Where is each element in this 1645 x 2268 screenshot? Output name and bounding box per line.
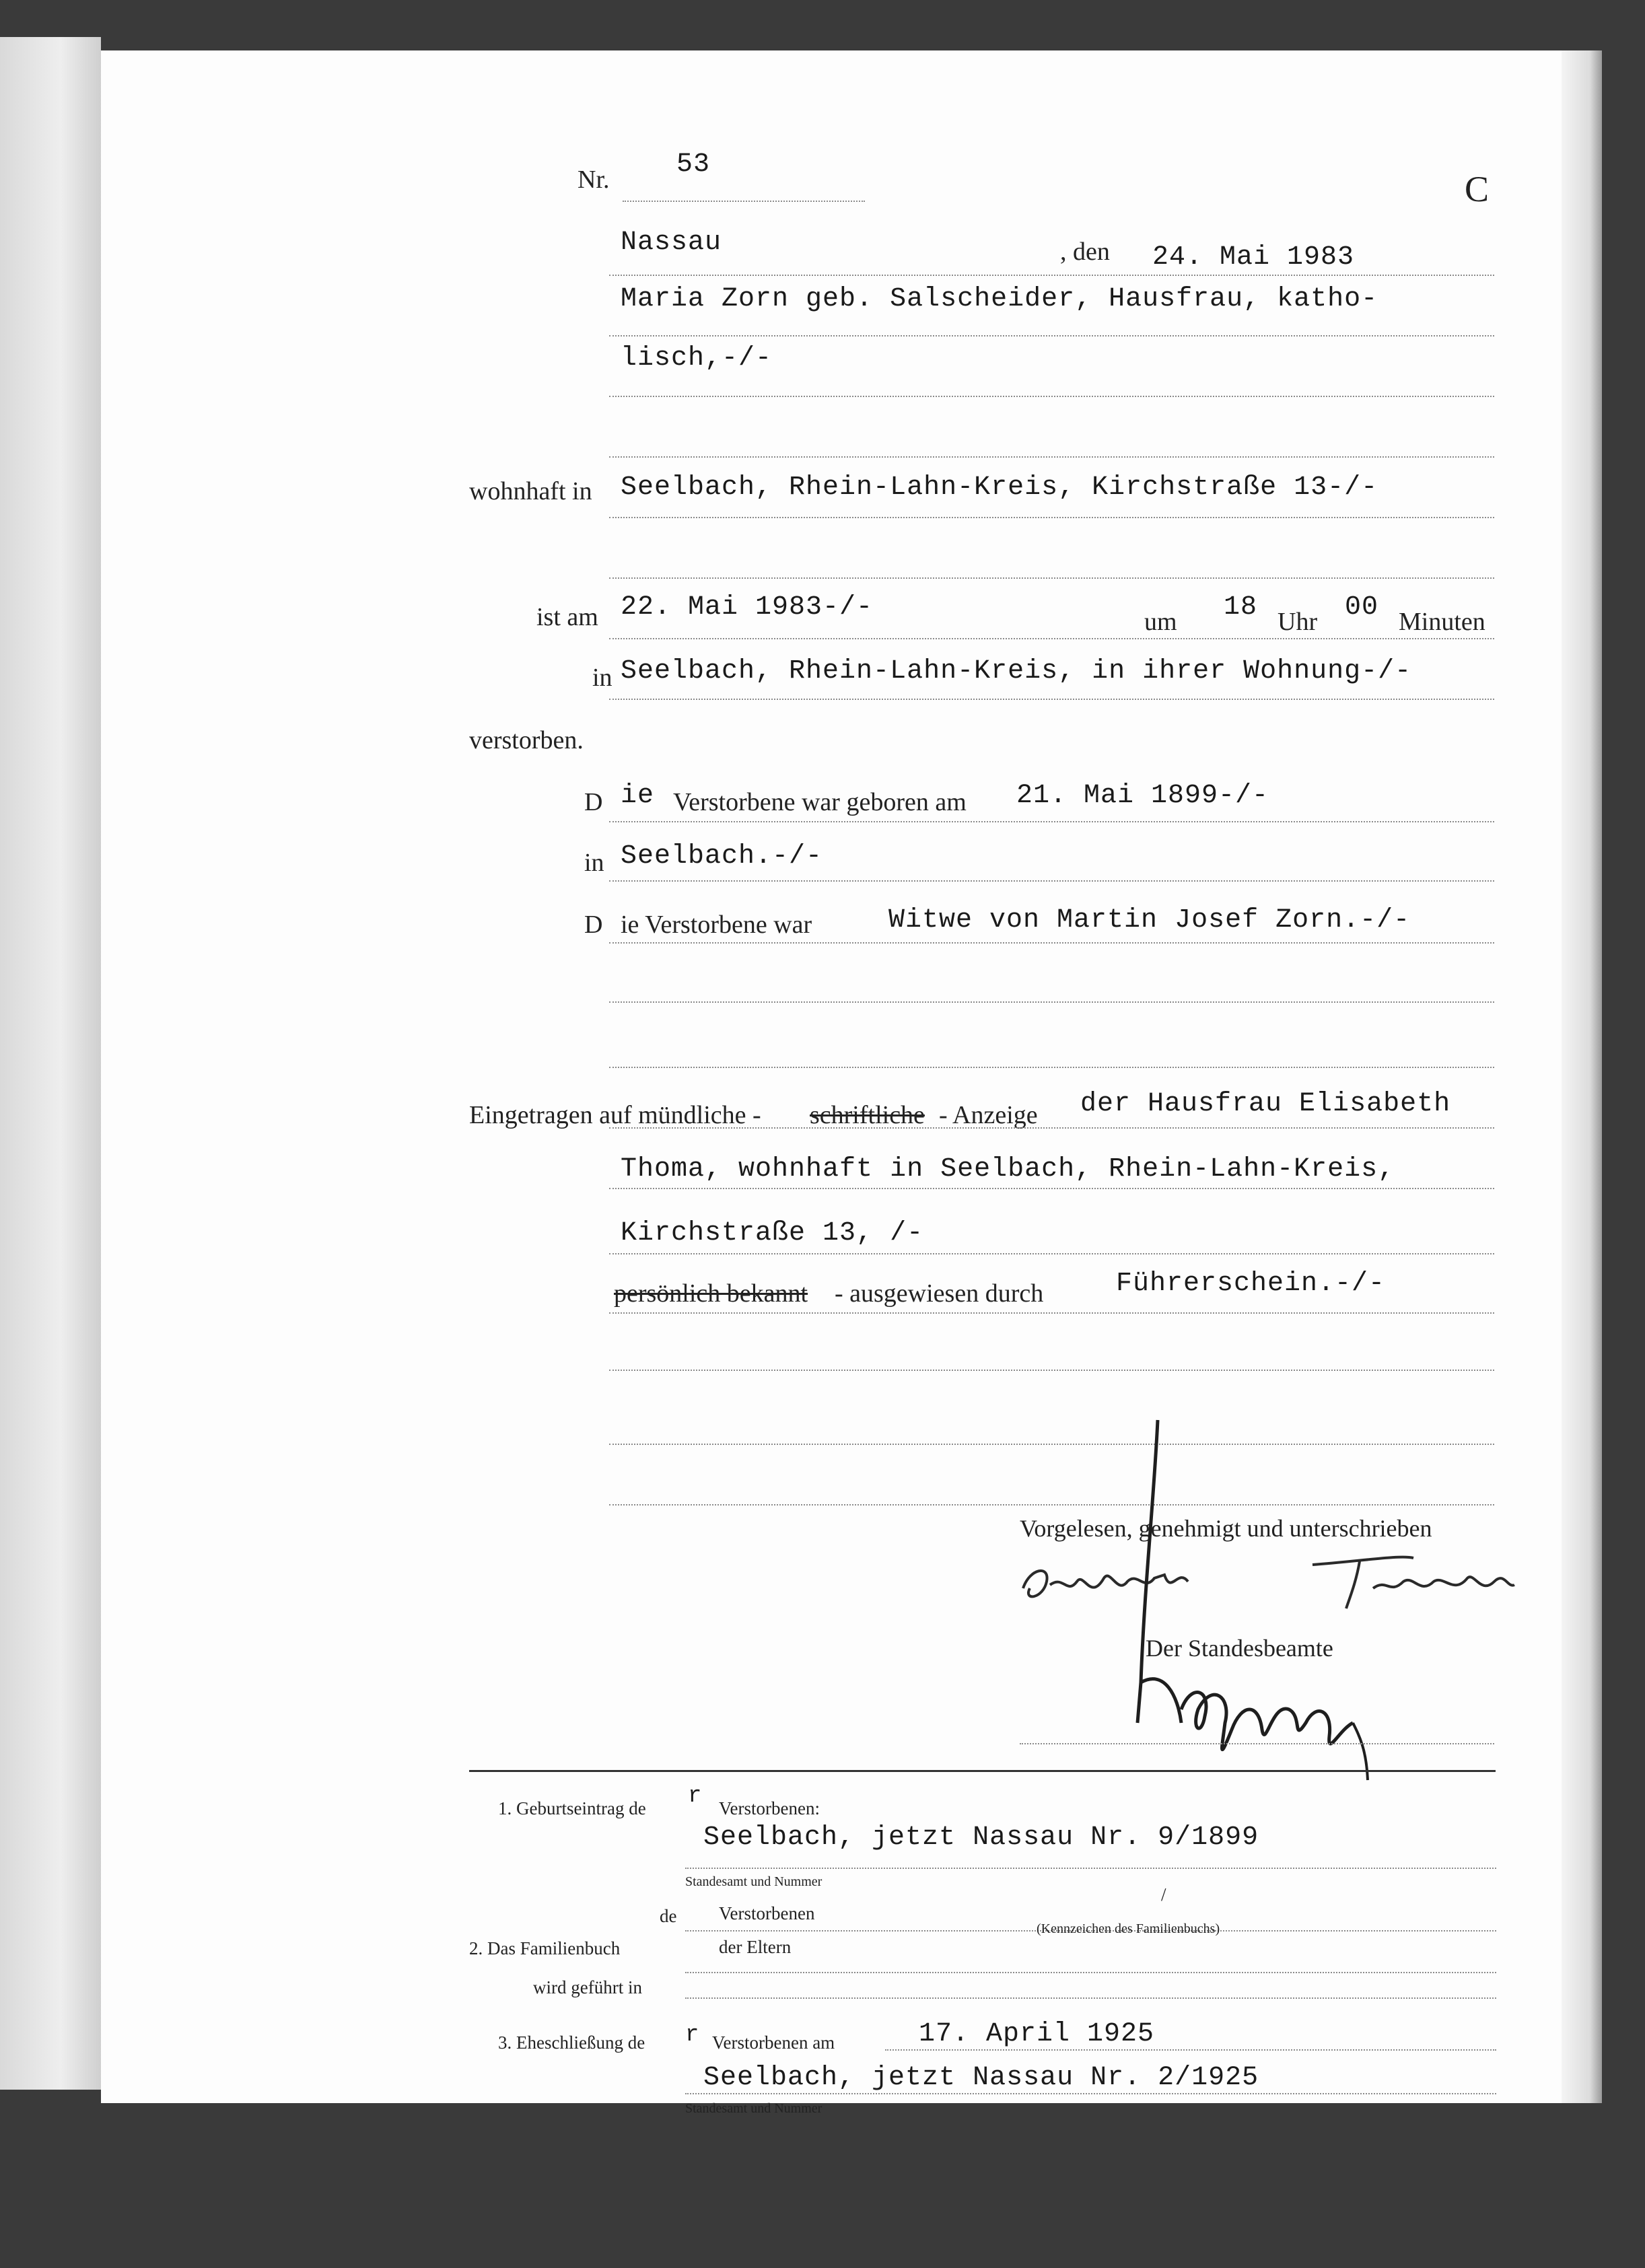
corner-letter: C [1465, 169, 1490, 209]
death-place: Seelbach, Rhein-Lahn-Kreis, in ihrer Wohnung-/- [621, 656, 1412, 686]
marriage-register-value: Seelbach, jetzt Nassau Nr. 2/1925 [703, 2063, 1259, 2093]
footer-separator [469, 1770, 1496, 1772]
status-label: ie Verstorbene war [621, 911, 812, 939]
standesamt-label-2: Standesamt und Nummer [685, 2101, 823, 2116]
footer-item-3-label: 3. Eheschließung de [498, 2032, 645, 2053]
report-rule-2 [609, 1188, 1494, 1189]
report-rule-4 [609, 1312, 1494, 1314]
footer-item-2-label: 2. Das Familienbuch [469, 1938, 621, 1958]
entry-number: 53 [676, 149, 711, 180]
status-value: Witwe von Martin Josef Zorn.-/- [888, 905, 1411, 935]
standesbeamte-label: Der Standesbeamte [1146, 1635, 1333, 1662]
familienbuch-verstorbenen: Verstorbenen [719, 1903, 815, 1923]
document-page [101, 50, 1562, 2103]
marriage-date: 17. April 1925 [919, 2019, 1155, 2049]
slash: / [1161, 1884, 1166, 1905]
id-document: Führerschein.-/- [1116, 1269, 1386, 1299]
nr-line [623, 201, 865, 202]
footer-item-1-label: 1. Geburtseintrag de [498, 1798, 646, 1818]
struck-persoenlich-bekannt: persönlich bekannt [614, 1279, 808, 1308]
den-label: , den [1060, 238, 1110, 266]
person-line-2: lisch,-/- [621, 343, 773, 374]
person-line-2-rule [609, 396, 1494, 397]
anzeige-label: - Anzeige [939, 1101, 1038, 1129]
report-rule-3 [609, 1253, 1494, 1254]
eingetragen-label: Eingetragen auf mündliche - [469, 1101, 761, 1129]
um-label: um [1144, 608, 1177, 636]
death-hour: 18 [1224, 592, 1258, 623]
marriage-register-rule [685, 2093, 1496, 2094]
person-line-1: Maria Zorn geb. Salscheider, Hausfrau, katho- [621, 284, 1378, 314]
right-page-edge [1562, 50, 1602, 2103]
death-date: 22. Mai 1983-/- [621, 592, 874, 623]
standesamt-label-1: Standesamt und Nummer [685, 1874, 823, 1889]
place-value: Nassau [621, 227, 722, 258]
status-rule-2 [609, 1001, 1494, 1003]
person-line-3-rule [609, 456, 1494, 458]
marriage-date-rule [885, 2049, 1496, 2051]
birth-label: Verstorbene war geboren am [673, 788, 967, 816]
nr-label: Nr. [578, 166, 610, 194]
date-value: 24. Mai 1983 [1152, 242, 1355, 273]
birth-register-value: Seelbach, jetzt Nassau Nr. 9/1899 [703, 1822, 1259, 1853]
uhr-label: Uhr [1278, 608, 1318, 636]
status-rule [609, 942, 1494, 944]
left-page-edge [0, 37, 101, 2090]
birth-d-label: D [584, 788, 603, 816]
birth-place-rule [609, 880, 1494, 882]
birth-in-label: in [584, 849, 604, 877]
residence-value: Seelbach, Rhein-Lahn-Kreis, Kirchstraße 13-/- [621, 472, 1378, 503]
status-d-label: D [584, 911, 603, 939]
official-signature [1117, 1413, 1427, 1790]
footer-item-1-suffix: r [688, 1783, 703, 1809]
death-place-rule [609, 699, 1494, 700]
residence-label: wohnhaft in [469, 477, 592, 505]
ausgewiesen-label: - ausgewiesen durch [835, 1279, 1044, 1308]
death-date-rule [609, 638, 1494, 639]
birth-register-rule [685, 1868, 1496, 1869]
minuten-label: Minuten [1399, 608, 1485, 636]
residence-rule-2 [609, 577, 1494, 579]
vorgelesen-label: Vorgelesen, genehmigt und unterschrieben [1020, 1515, 1432, 1542]
birth-date: 21. Mai 1899-/- [1016, 781, 1269, 811]
death-minute: 00 [1345, 592, 1379, 623]
place-date-line [609, 275, 1494, 276]
official-signature-rule [1020, 1743, 1494, 1744]
footer-item-3-suffix: r [685, 2022, 700, 2048]
ist-am-label: ist am [536, 603, 598, 631]
residence-rule [609, 517, 1494, 518]
death-in-label: in [592, 664, 612, 692]
familienbuch-rule-3 [685, 1997, 1496, 1999]
person-line-1-rule [609, 335, 1494, 336]
report-rule-5 [609, 1370, 1494, 1371]
footer-item-3-label-2: Verstorbenen am [712, 2032, 835, 2053]
birth-place: Seelbach.-/- [621, 841, 823, 872]
report-rule-1 [609, 1127, 1494, 1129]
report-line-2: Thoma, wohnhaft in Seelbach, Rhein-Lahn-Kreis, [621, 1154, 1395, 1184]
familienbuch-eltern: der Eltern [719, 1937, 792, 1957]
birth-d-suffix: ie [621, 781, 655, 811]
birth-date-rule [609, 821, 1494, 822]
report-line-3: Kirchstraße 13, /- [621, 1218, 924, 1248]
footer-item-1-label-2: Verstorbenen: [719, 1798, 820, 1818]
verstorben-label: verstorben. [469, 726, 584, 754]
familienbuch-de-label: de [660, 1906, 677, 1926]
wird-gefuehrt-label: wird geführt in [533, 1977, 642, 1997]
kennzeichen-label: (Kennzeichen des Familienbuchs) [1037, 1921, 1220, 1936]
report-line-1: der Hausfrau Elisabeth [1080, 1089, 1451, 1119]
struck-schriftliche: schriftliche [810, 1101, 925, 1129]
familienbuch-rule-2 [685, 1972, 1496, 1973]
status-rule-3 [609, 1067, 1494, 1068]
